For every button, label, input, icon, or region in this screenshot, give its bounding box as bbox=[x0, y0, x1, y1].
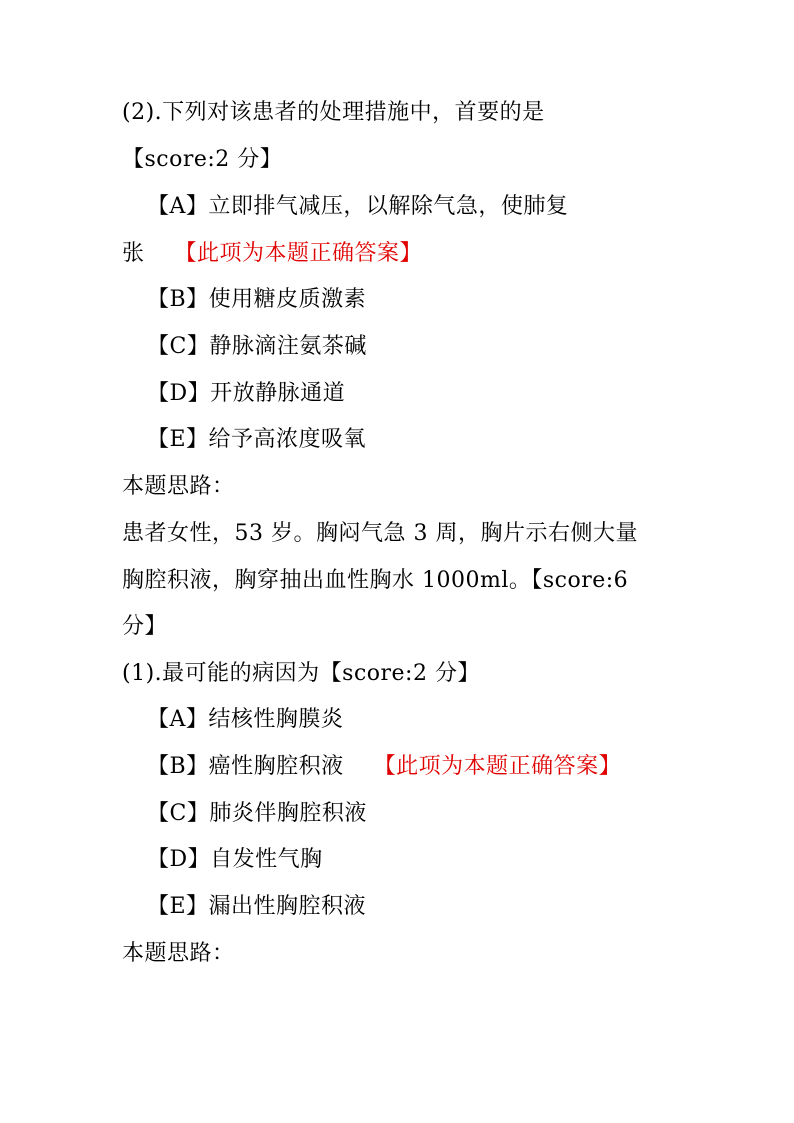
question-2-option-a-line1: 【A】立即排气减压，以解除气急，使肺复 bbox=[147, 194, 569, 219]
question-2-option-a-continuation: 张 bbox=[122, 241, 145, 266]
question-1-option-c: 【C】肺炎伴胸腔积液 bbox=[147, 801, 367, 826]
question-1-option-b-text: 【B】癌性胸腔积液 bbox=[147, 754, 344, 779]
question-1-option-d: 【D】自发性气胸 bbox=[147, 847, 323, 872]
question-1-option-e: 【E】漏出性胸腔积液 bbox=[147, 894, 367, 919]
question-1-option-a: 【A】结核性胸膜炎 bbox=[147, 707, 344, 732]
question-1-stem: (1).最可能的病因为【score:2 分】 bbox=[122, 661, 480, 686]
question-2-option-c: 【C】静脉滴注氨茶碱 bbox=[147, 334, 367, 359]
case-text-line3: 分】 bbox=[122, 614, 168, 639]
question-2-stem: (2).下列对该患者的处理措施中，首要的是 bbox=[122, 100, 545, 125]
question-2-option-a-line2 bbox=[122, 239, 422, 269]
question-2-score: 【score:2 分】 bbox=[122, 147, 283, 172]
question-2-option-e: 【E】给予高浓度吸氧 bbox=[147, 427, 367, 452]
question-1-analysis-label: 本题思路： bbox=[122, 941, 235, 966]
question-1-option-b bbox=[147, 752, 621, 782]
question-2-option-d: 【D】开放静脉通道 bbox=[147, 381, 346, 406]
correct-answer-marker: 【此项为本题正确答案】 bbox=[373, 754, 622, 779]
question-2-analysis-label: 本题思路： bbox=[122, 474, 235, 499]
question-2-option-b: 【B】使用糖皮质激素 bbox=[147, 287, 367, 312]
case-text-line2: 胸腔积液，胸穿抽出血性胸水 1000ml。【score:6 bbox=[122, 568, 629, 593]
correct-answer-marker: 【此项为本题正确答案】 bbox=[174, 241, 423, 266]
case-text-line1: 患者女性，53 岁。胸闷气急 3 周，胸片示右侧大量 bbox=[122, 521, 638, 546]
